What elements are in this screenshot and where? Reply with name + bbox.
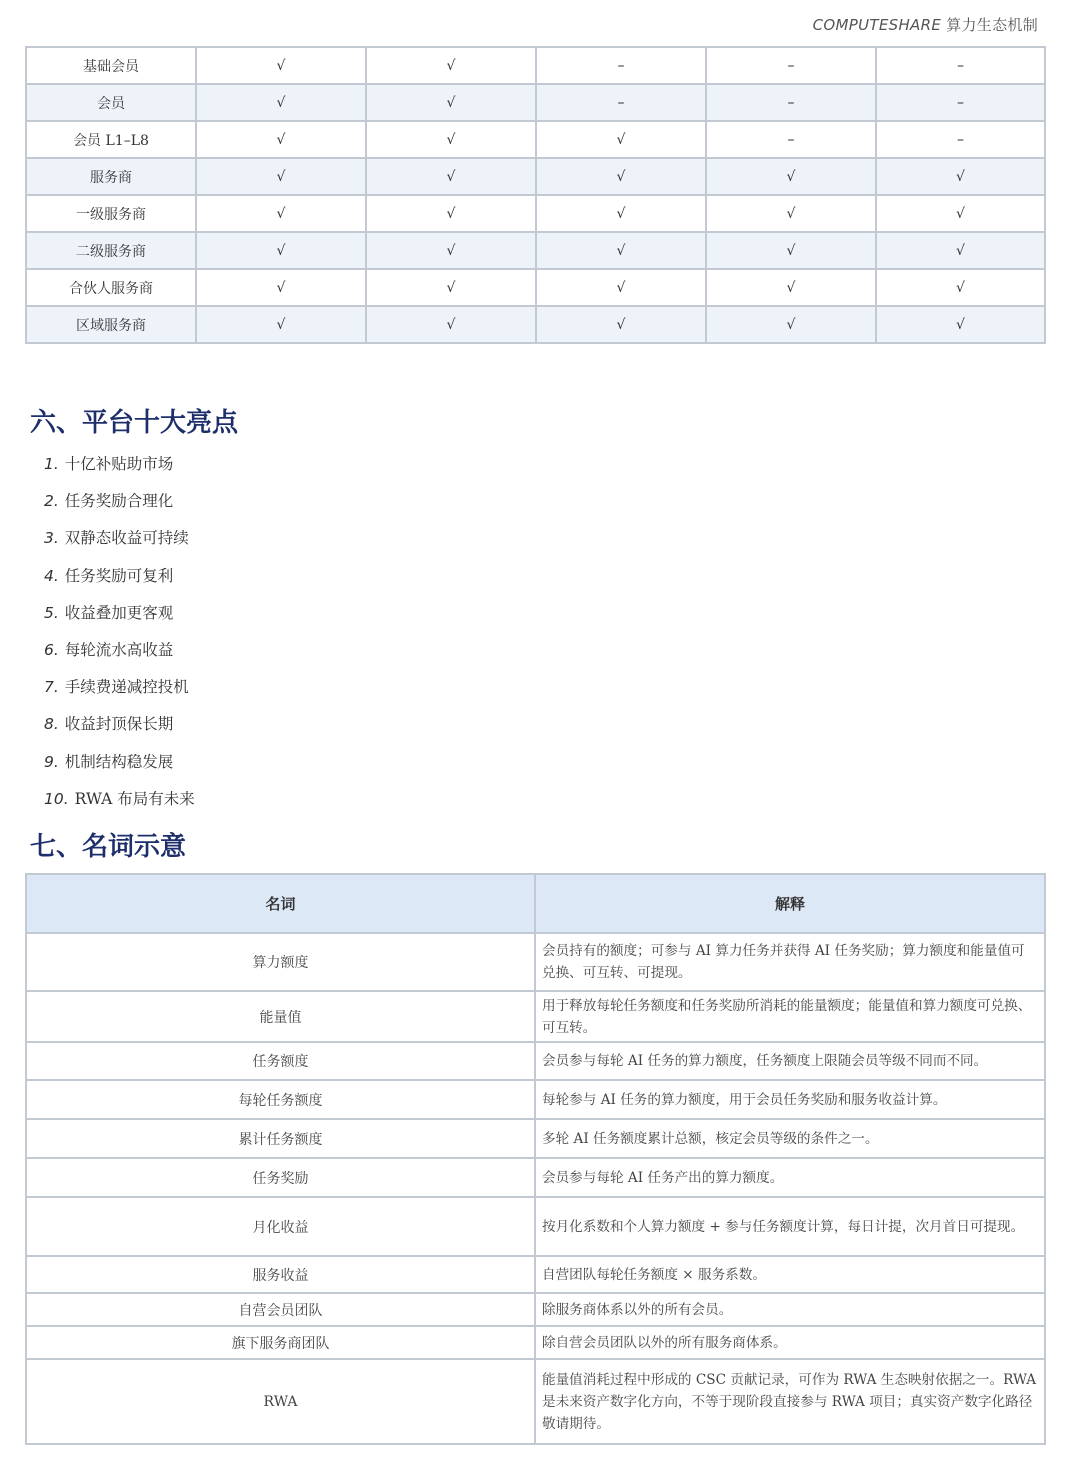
permission-role: 会员 xyxy=(26,84,196,121)
highlight-number: 1. xyxy=(44,455,59,473)
permission-cell: √ xyxy=(366,84,536,121)
highlight-item xyxy=(44,520,195,557)
glossary-term: 自营会员团队 xyxy=(26,1293,535,1326)
permission-cell: √ xyxy=(536,195,706,232)
permission-row xyxy=(26,158,1045,195)
section-title-glossary: 七、名词示意 xyxy=(30,832,187,862)
permission-role: 区域服务商 xyxy=(26,306,196,343)
permission-role: 会员 L1–L8 xyxy=(26,121,196,158)
highlight-number: 4. xyxy=(44,566,59,585)
highlight-item xyxy=(44,669,195,706)
permission-row xyxy=(26,195,1045,232)
permission-cell: √ xyxy=(366,195,536,232)
permission-cell: √ xyxy=(536,306,706,343)
permission-cell: √ xyxy=(196,306,366,343)
permission-cell: √ xyxy=(876,306,1045,343)
glossary-row xyxy=(26,1042,1045,1080)
highlight-item xyxy=(44,483,195,520)
permission-cell: – xyxy=(536,47,706,84)
permission-cell: – xyxy=(706,47,876,84)
permission-cell: √ xyxy=(196,121,366,158)
permission-cell: √ xyxy=(876,158,1045,195)
permission-role: 基础会员 xyxy=(26,47,196,84)
permission-cell: √ xyxy=(196,47,366,84)
permission-row xyxy=(26,47,1045,84)
permission-role: 二级服务商 xyxy=(26,232,196,269)
glossary-header-term: 名词 xyxy=(26,874,535,933)
permission-row xyxy=(26,84,1045,121)
highlight-item xyxy=(44,706,195,743)
glossary-row xyxy=(26,1119,1045,1158)
header-brand xyxy=(813,14,1038,35)
permission-cell: √ xyxy=(876,269,1045,306)
highlight-text: 任务奖励合理化 xyxy=(64,492,174,511)
highlight-item xyxy=(44,558,195,595)
highlight-text: 十亿补贴助市场 xyxy=(64,455,174,473)
glossary-term: 任务奖励 xyxy=(26,1158,535,1197)
glossary-term: 旗下服务商团队 xyxy=(26,1326,535,1359)
permission-cell: √ xyxy=(876,232,1045,269)
permission-cell: √ xyxy=(536,269,706,306)
highlight-number: 5. xyxy=(44,603,59,622)
highlight-item xyxy=(44,446,195,483)
permission-cell: √ xyxy=(706,158,876,195)
highlight-text: 每轮流水高收益 xyxy=(64,640,174,659)
highlight-number: 10. xyxy=(44,789,69,808)
permission-cell: √ xyxy=(196,158,366,195)
glossary-row xyxy=(26,1326,1045,1359)
permission-row xyxy=(26,306,1045,343)
permission-cell: √ xyxy=(876,195,1045,232)
permission-role: 服务商 xyxy=(26,158,196,195)
brand-cn: 算力生态机制 xyxy=(946,16,1038,34)
permission-cell: √ xyxy=(536,121,706,158)
highlight-number: 9. xyxy=(44,752,59,771)
highlight-number: 6. xyxy=(44,640,59,659)
glossary-row xyxy=(26,1197,1045,1256)
glossary-definition: 每轮参与 AI 任务的算力额度，用于会员任务奖励和服务收益计算。 xyxy=(535,1080,1045,1119)
glossary-header-def: 解释 xyxy=(535,874,1045,933)
section-title-highlights: 六、平台十大亮点 xyxy=(30,408,239,438)
glossary-definition: 会员参与每轮 AI 任务的算力额度，任务额度上限随会员等级不同而不同。 xyxy=(535,1042,1045,1080)
permission-role: 一级服务商 xyxy=(26,195,196,232)
highlight-text: 收益叠加更客观 xyxy=(64,603,174,622)
highlights-list xyxy=(44,446,195,818)
permission-row xyxy=(26,121,1045,158)
highlight-item xyxy=(44,744,195,781)
highlight-text: 收益封顶保长期 xyxy=(64,715,174,734)
permission-cell: – xyxy=(876,121,1045,158)
permission-row xyxy=(26,269,1045,306)
permission-cell: – xyxy=(876,47,1045,84)
glossary-definition: 除自营会员团队以外的所有服务商体系。 xyxy=(535,1326,1045,1359)
highlight-number: 7. xyxy=(44,678,59,697)
glossary-term: 任务额度 xyxy=(26,1042,535,1080)
permission-cell: √ xyxy=(366,306,536,343)
highlight-text: 手续费递减控投机 xyxy=(64,678,189,697)
permission-cell: √ xyxy=(536,158,706,195)
glossary-definition: 用于释放每轮任务额度和任务奖励所消耗的能量额度；能量值和算力额度可兑换、可互转。 xyxy=(535,991,1045,1042)
glossary-term: 能量值 xyxy=(26,991,535,1042)
highlight-number: 8. xyxy=(44,715,59,734)
permission-cell: √ xyxy=(366,158,536,195)
glossary-term: 每轮任务额度 xyxy=(26,1080,535,1119)
glossary-term: 月化收益 xyxy=(26,1197,535,1256)
glossary-row xyxy=(26,1080,1045,1119)
glossary-definition: 自营团队每轮任务额度 × 服务系数。 xyxy=(535,1256,1045,1293)
permission-cell: – xyxy=(536,84,706,121)
permission-cell: √ xyxy=(366,269,536,306)
permission-cell: √ xyxy=(196,269,366,306)
permission-cell: – xyxy=(706,84,876,121)
permission-cell: √ xyxy=(706,269,876,306)
permission-table xyxy=(25,46,1046,344)
permission-cell: – xyxy=(876,84,1045,121)
glossary-row xyxy=(26,1293,1045,1326)
permission-cell: √ xyxy=(706,232,876,269)
highlight-text: 任务奖励可复利 xyxy=(64,566,174,585)
permission-cell: √ xyxy=(196,232,366,269)
permission-cell: √ xyxy=(366,121,536,158)
permission-cell: √ xyxy=(366,47,536,84)
highlight-item xyxy=(44,595,195,632)
glossary-definition: 能量值消耗过程中形成的 CSC 贡献记录，可作为 RWA 生态映射依据之一。RWA 是未来资产数字化方向，不等于现阶段直接参与 RWA 项目；真实资产数字化路径敬请期待。 xyxy=(535,1359,1045,1444)
glossary-term: 服务收益 xyxy=(26,1256,535,1293)
glossary-row xyxy=(26,991,1045,1042)
glossary-definition: 多轮 AI 任务额度累计总额，核定会员等级的条件之一。 xyxy=(535,1119,1045,1158)
highlight-text: RWA 布局有未来 xyxy=(74,789,195,808)
glossary-definition: 会员持有的额度；可参与 AI 算力任务并获得 AI 任务奖励；算力额度和能量值可兑换、可互转、可提现。 xyxy=(535,933,1045,991)
glossary-definition: 除服务商体系以外的所有会员。 xyxy=(535,1293,1045,1326)
glossary-definition: 会员参与每轮 AI 任务产出的算力额度。 xyxy=(535,1158,1045,1197)
glossary-row xyxy=(26,1158,1045,1197)
permission-cell: √ xyxy=(366,232,536,269)
permission-role: 合伙人服务商 xyxy=(26,269,196,306)
permission-cell: √ xyxy=(706,195,876,232)
permission-cell: – xyxy=(706,121,876,158)
permission-cell: √ xyxy=(536,232,706,269)
glossary-row xyxy=(26,933,1045,991)
brand-latin: COMPUTESHARE xyxy=(812,16,942,34)
highlight-number: 2. xyxy=(44,492,59,511)
permission-cell: √ xyxy=(706,306,876,343)
glossary-definition: 按月化系数和个人算力额度 + 参与任务额度计算，每日计提，次月首日可提现。 xyxy=(535,1197,1045,1256)
permission-cell: √ xyxy=(196,84,366,121)
glossary-term: 累计任务额度 xyxy=(26,1119,535,1158)
highlight-text: 双静态收益可持续 xyxy=(64,529,189,548)
glossary-term: 算力额度 xyxy=(26,933,535,991)
highlight-number: 3. xyxy=(44,529,59,548)
permission-cell: √ xyxy=(196,195,366,232)
highlight-item xyxy=(44,781,195,818)
glossary-term: RWA xyxy=(26,1359,535,1444)
highlight-item xyxy=(44,632,195,669)
highlight-text: 机制结构稳发展 xyxy=(64,752,174,771)
glossary-table xyxy=(25,873,1046,1445)
glossary-row xyxy=(26,1256,1045,1293)
permission-row xyxy=(26,232,1045,269)
glossary-header-row xyxy=(26,874,1045,933)
glossary-row xyxy=(26,1359,1045,1444)
